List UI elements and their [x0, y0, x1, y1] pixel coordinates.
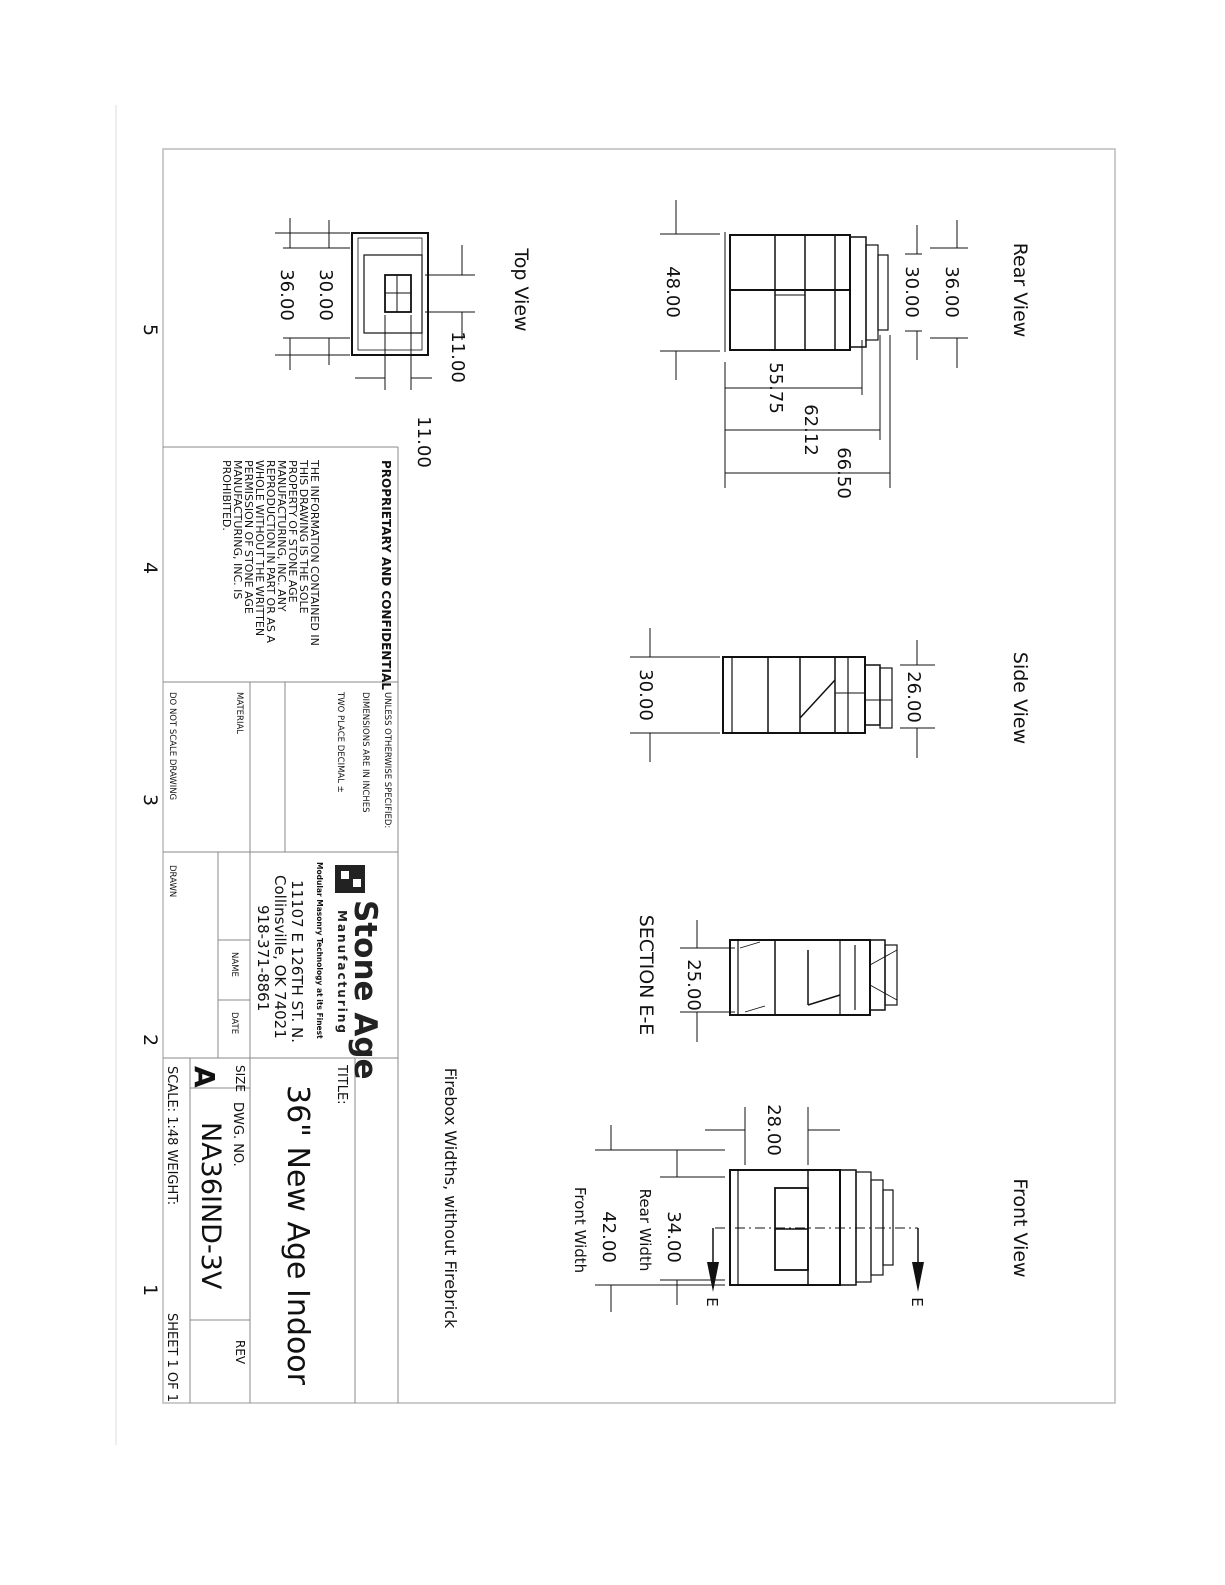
company-tagline: Modular Masonry Technology at its Finest [315, 862, 324, 1039]
front-view-title: Front View [1009, 1178, 1031, 1278]
zone-number-5: 5 [139, 323, 161, 337]
section-cut-marker-left: E [703, 1297, 721, 1307]
section-dim-25: 25.00 [683, 959, 704, 1011]
rear-view-title: Rear View [1009, 242, 1031, 338]
firebox-note: Firebox Widths, without Firebrick [441, 1067, 460, 1329]
size-value: A [188, 1066, 221, 1088]
svg-text:PROPERTY OF STONE AGE: PROPERTY OF STONE AGE [286, 460, 299, 603]
front-front-width-label: Front Width [571, 1186, 589, 1274]
spec-line-1: UNLESS OTHERWISE SPECIFIED: [382, 692, 392, 829]
rear-view [725, 232, 888, 352]
top-dim-11-b: 11.00 [413, 416, 434, 468]
svg-text:THE INFORMATION CONTAINED IN: THE INFORMATION CONTAINED IN [308, 460, 321, 646]
section-cut-marker-right: E [908, 1297, 926, 1307]
company-address-2: Collinsville, OK 74021 [271, 875, 289, 1039]
front-dim-34: 34.00 [663, 1211, 684, 1263]
svg-text:MANUFACTURING, INC. ANY: MANUFACTURING, INC. ANY [275, 460, 288, 612]
svg-text:WHOLE WITHOUT THE WRITTEN: WHOLE WITHOUT THE WRITTEN [253, 460, 266, 637]
side-dim-26: 26.00 [903, 671, 924, 723]
company-address-1: 11107 E 126TH ST. N. [288, 880, 306, 1044]
drawing-title: 36" New Age Indoor [280, 1085, 315, 1385]
date-label: DATE [229, 1012, 239, 1035]
rear-dim-66-50: 66.50 [833, 447, 854, 499]
scale-weight-label: SCALE: 1:48 WEIGHT: [164, 1066, 179, 1206]
zone-number-1: 1 [139, 1283, 161, 1297]
svg-text:THIS DRAWING IS THE SOLE: THIS DRAWING IS THE SOLE [297, 460, 310, 614]
size-label: SIZE [233, 1065, 247, 1092]
top-view-title: Top View [510, 248, 532, 332]
svg-text:PROHIBITED.: PROHIBITED. [220, 460, 233, 531]
rear-dim-62-12: 62.12 [800, 404, 821, 456]
company-phone: 918-371-8861 [254, 905, 272, 1012]
front-dim-42: 42.00 [598, 1211, 619, 1263]
name-label: NAME [229, 952, 239, 977]
rev-label: REV [233, 1340, 247, 1365]
front-rear-width-label: Rear Width [636, 1188, 654, 1272]
top-dim-36: 36.00 [276, 269, 297, 321]
sheet-number: SHEET 1 OF 1 [164, 1313, 179, 1403]
top-view-dimension-lines [275, 218, 475, 390]
top-view [352, 233, 428, 355]
section-e-e-view [730, 940, 897, 1015]
rear-dim-36: 36.00 [941, 266, 962, 318]
side-view-dimension-lines [630, 628, 935, 762]
top-dim-30: 30.00 [315, 269, 336, 321]
zone-number-2: 2 [139, 1033, 161, 1047]
company-logo [335, 865, 383, 1080]
title-label: TITLE: [334, 1065, 349, 1105]
front-view-dimension-lines [595, 1107, 840, 1312]
do-not-scale-label: DO NOT SCALE DRAWING [167, 692, 177, 801]
rear-dim-48: 48.00 [662, 266, 683, 318]
drawn-label: DRAWN [167, 865, 177, 898]
front-dim-28: 28.00 [763, 1104, 784, 1156]
dwg-no-value: NA36IND-3V [195, 1122, 226, 1290]
svg-text:MANUFACTURING, INC. IS: MANUFACTURING, INC. IS [231, 460, 244, 600]
section-title: SECTION E-E [635, 914, 657, 1036]
spec-line-3: TWO PLACE DECIMAL ± [335, 692, 345, 793]
proprietary-heading: PROPRIETARY AND CONFIDENTIAL [379, 460, 393, 690]
svg-text:PERMISSION OF STONE AGE: PERMISSION OF STONE AGE [242, 460, 255, 614]
svg-text:Manufacturing: Manufacturing [335, 910, 349, 1035]
side-view-title: Side View [1009, 651, 1031, 745]
proprietary-notice [220, 459, 321, 646]
rear-dim-30: 30.00 [901, 266, 922, 318]
side-view [723, 657, 892, 733]
spec-line-2: DIMENSIONS ARE IN INCHES [360, 692, 370, 813]
svg-text:Stone Age: Stone Age [347, 900, 383, 1080]
top-dim-11-a: 11.00 [447, 331, 468, 383]
side-dim-30: 30.00 [635, 669, 656, 721]
front-view [707, 1170, 924, 1292]
zone-number-3: 3 [139, 793, 161, 807]
rear-dim-55-75: 55.75 [765, 362, 786, 414]
zone-number-4: 4 [139, 561, 161, 575]
material-label: MATERIAL [234, 692, 244, 735]
svg-text:REPRODUCTION IN PART OR AS A: REPRODUCTION IN PART OR AS A [264, 460, 277, 643]
dwg-no-label: DWG. NO. [230, 1102, 245, 1167]
